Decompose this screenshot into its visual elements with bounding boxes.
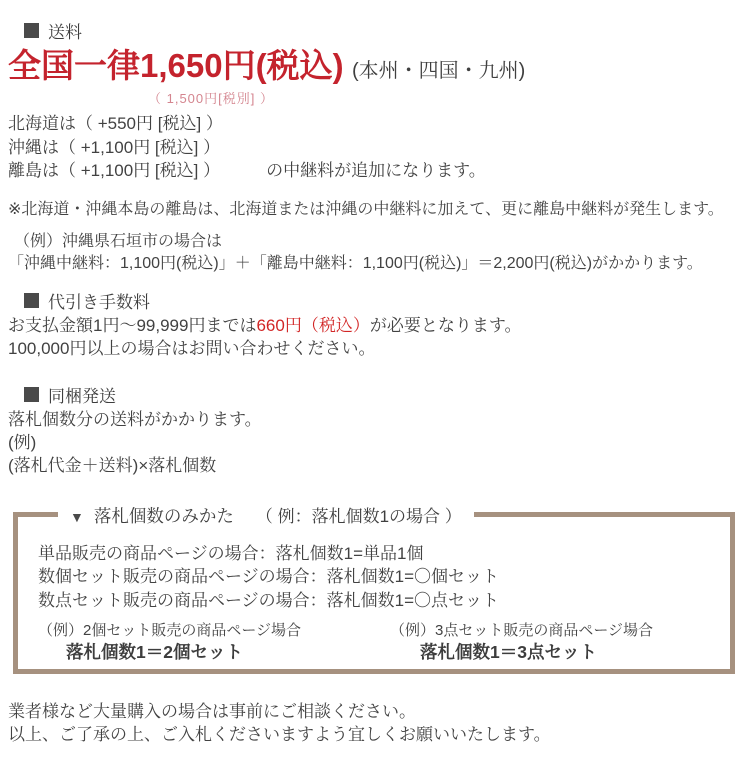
surcharge-row-hokkaido (8, 112, 750, 136)
quantity-rule-item-set: 数点セット販売の商品ページの場合：落札個数1=〇点セット (38, 590, 500, 610)
cod-fee-line1-post: が必要となります。 (369, 315, 522, 335)
shipping-heading-label: 送料 (48, 22, 82, 42)
surcharge-suffix: の中継料が追加になります。 (266, 161, 486, 180)
triangle-down-icon: ▼ (70, 508, 84, 525)
cod-fee-section-heading (24, 291, 750, 311)
quantity-guide-legend (58, 502, 474, 528)
bundle-line1: 落札個数分の送料がかかります。 (8, 409, 262, 429)
quantity-guide-title: 落札個数のみかた (93, 505, 234, 526)
surcharge-row-okinawa (8, 136, 750, 160)
cod-fee-amount: 660円（税込） (256, 315, 370, 335)
cod-fee-line1-pre: お支払金額1円～99,999円までは (8, 315, 257, 335)
price-excl-tax-note: （ 1,500円[税別] ） (148, 91, 274, 106)
ishigaki-example-intro: （例）沖縄県石垣市の場合は (14, 232, 223, 250)
footer-line2: 以上、ご了承の上、ご入札くださいますよう宜しくお願いいたします。 (8, 724, 551, 744)
square-bullet-icon (24, 293, 39, 308)
regional-surcharge-list (8, 112, 750, 183)
bundle-line3: (落札代金＋送料)×落札個数 (8, 455, 217, 475)
quantity-example-result: 落札個数1＝2個セット (66, 642, 243, 662)
quantity-example-3set (390, 622, 720, 664)
quantity-example-2set (38, 622, 390, 664)
surcharge-text: 北海道は（ +550円 [税込] ） (8, 114, 223, 133)
price-region-note: (本州・四国・九州) (352, 60, 526, 82)
quantity-examples-row (38, 622, 720, 664)
shipping-info-page (0, 20, 750, 770)
square-bullet-icon (24, 23, 39, 38)
quantity-rule-single: 単品販売の商品ページの場合：落札個数1=単品1個 (38, 543, 424, 563)
quantity-rule-piece-set: 数個セット販売の商品ページの場合：落札個数1=〇個セット (38, 567, 500, 586)
shipping-section-heading (24, 20, 750, 40)
surcharge-text: 沖縄は（ +1,100円 [税込] ） (8, 137, 221, 157)
bundle-line2: (例) (8, 432, 37, 452)
surcharge-row-remote-islands (8, 159, 750, 183)
surcharge-text: 離島は（ +1,100円 [税込] ） (8, 161, 221, 180)
remote-island-note: ※北海道・沖縄本島の離島は、北海道または沖縄の中継料に加えて、更に離島中継料が発生します。 (8, 200, 724, 218)
price-main-text: 全国一律1,650円(税込) (8, 47, 344, 84)
quantity-example-label: （例）2個セット販売の商品ページ場合 (38, 622, 302, 639)
quantity-rule-list (38, 542, 720, 613)
quantity-guide-box (13, 502, 735, 674)
footer-line1: 業者様など大量購入の場合は事前にご相談ください。 (8, 701, 416, 721)
bundle-heading-label: 同梱発送 (48, 387, 116, 406)
cod-fee-line1 (8, 314, 750, 337)
nationwide-price-line (8, 46, 750, 93)
quantity-guide-note: （ 例：落札個数1の場合 ） (255, 506, 462, 526)
bundle-section-heading (24, 385, 750, 405)
cod-fee-heading-label: 代引き手数料 (48, 293, 150, 312)
ishigaki-example-calc: 「沖縄中継料：1,100円(税込)」＋「離島中継料：1,100円(税込)」＝2,200円(税込)がかかります。 (8, 254, 703, 272)
square-bullet-icon (24, 387, 39, 402)
footer-notes (8, 700, 750, 746)
cod-fee-line2: 100,000円以上の場合はお問い合わせください。 (8, 338, 376, 358)
quantity-example-label: （例）3点セット販売の商品ページ場合 (390, 622, 654, 639)
quantity-example-result: 落札個数1＝3点セット (420, 642, 597, 662)
